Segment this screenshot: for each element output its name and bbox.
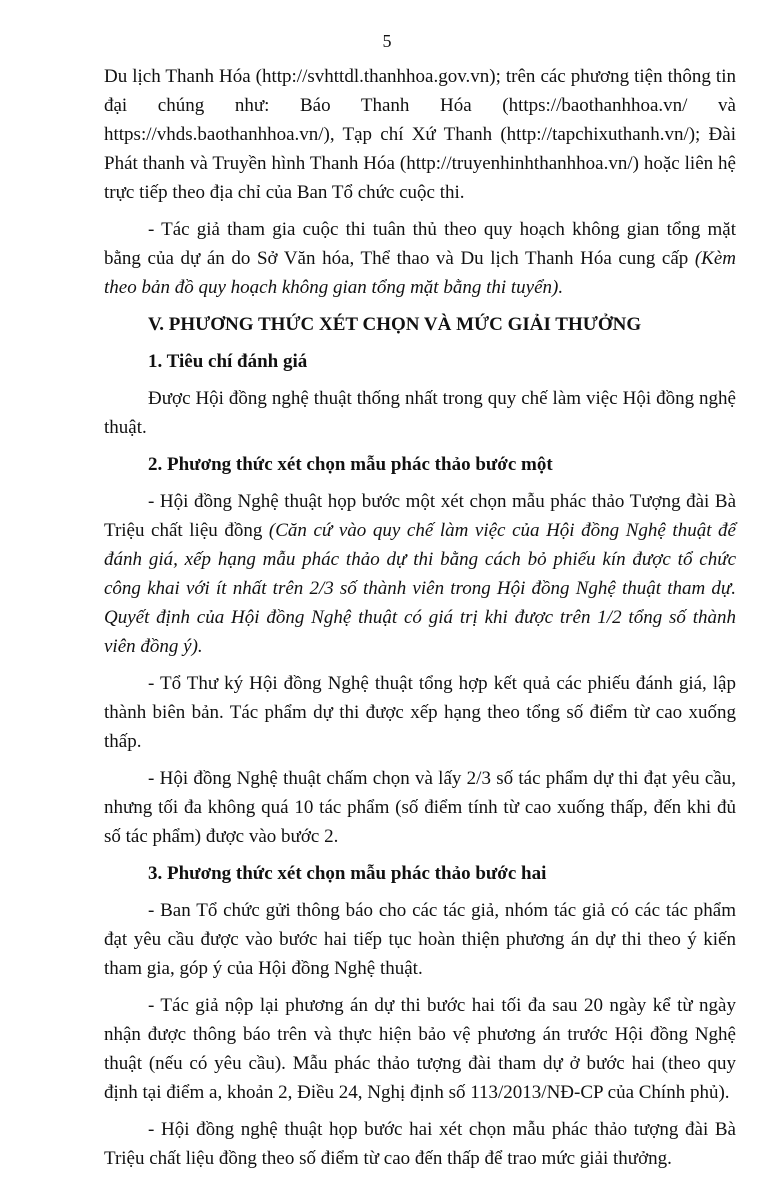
step-one-p1-italic: (Căn cứ vào quy chế làm việc của Hội đồng Nghệ thuật để đánh giá, xếp hạng mẫu phác thảo dự thi bằng cách bỏ phiếu kín được tổ chức công khai với ít nhất trên 2/3 số thành viên trong Hội đồng Nghệ thuật tham dự. Quyết định của Hội đồng Nghệ thuật có giá trị khi được trên 1/2 tổng số thành viên đồng ý). (104, 520, 736, 657)
section-v-heading: V. PHƯƠNG THỨC XÉT CHỌN VÀ MỨC GIẢI THƯỞNG (148, 314, 642, 335)
step-two-paragraph-3: - Hội đồng nghệ thuật họp bước hai xét chọn mẫu phác thảo tượng đài Bà Triệu chất liệu đồng theo số điểm từ cao đến thấp để trao mức giải thưởng. (104, 1119, 736, 1169)
step-two-paragraph-1: - Ban Tổ chức gửi thông báo cho các tác giả, nhóm tác giả có các tác phẩm đạt yêu cầu được vào bước hai tiếp tục hoàn thiện phương án dự thi theo ý kiến tham gia, góp ý của Hội đồng Nghệ thuật. (104, 900, 736, 979)
document-body (104, 62, 736, 1181)
step-two-paragraph-2: - Tác giả nộp lại phương án dự thi bước hai tối đa sau 20 ngày kể từ ngày nhận được thông báo trên và thực hiện bảo vệ phương án trước Hội đồng Nghệ thuật (nếu có yêu cầu). Mẫu phác thảo tượng đài tham dự ở bước hai (theo quy định tại điểm a, khoản 2, Điều 24, Nghị định số 113/2013/NĐ-CP của Chính phủ). (104, 995, 736, 1103)
step-one-heading: 2. Phương thức xét chọn mẫu phác thảo bước một (148, 454, 553, 475)
step-one-paragraph-3: - Hội đồng Nghệ thuật chấm chọn và lấy 2/3 số tác phẩm dự thi đạt yêu cầu, nhưng tối đa không quá 10 tác phẩm (số điểm tính từ cao xuống thấp, đến khi đủ số tác phẩm) được vào bước 2. (104, 768, 736, 847)
step-one-p1-text: - Hội đồng Nghệ thuật họp bước một xét chọn mẫu phác thảo Tượng đài Bà Triệu chất liệu đồng (104, 491, 736, 541)
criteria-paragraph: Được Hội đồng nghệ thuật thống nhất trong quy chế làm việc Hội đồng nghệ thuật. (104, 388, 736, 438)
page-number: 5 (382, 31, 392, 51)
step-two-heading: 3. Phương thức xét chọn mẫu phác thảo bước hai (148, 863, 547, 884)
criteria-heading: 1. Tiêu chí đánh giá (148, 351, 308, 372)
step-one-paragraph-2: - Tổ Thư ký Hội đồng Nghệ thuật tổng hợp kết quả các phiếu đánh giá, lập thành biên bản. Tác phẩm dự thi được xếp hạng theo tổng số điểm từ cao xuống thấp. (104, 673, 736, 752)
intro-paragraph: Du lịch Thanh Hóa (http://svhttdl.thanhhoa.gov.vn); trên các phương tiện thông tin đại chúng như: Báo Thanh Hóa (https://baothanhhoa.vn/ và https://vhds.baothanhhoa.vn/), Tạp chí Xứ Thanh (http://tapchixuthanh.vn/); Đài Phát thanh và Truyền hình Thanh Hóa (http://truyenhinhthanhhoa.vn/) hoặc liên hệ trực tiếp theo địa chỉ của Ban Tổ chức cuộc thi. (104, 66, 736, 203)
step-one-paragraph-1 (104, 487, 736, 661)
planning-text: - Tác giả tham gia cuộc thi tuân thủ theo quy hoạch không gian tổng mặt bằng của dự án do Sở Văn hóa, Thể thao và Du lịch Thanh Hóa cung cấp (104, 219, 736, 269)
planning-italic-note: (Kèm theo bản đồ quy hoạch không gian tổng mặt bằng thi tuyển). (104, 248, 736, 298)
planning-paragraph (104, 215, 736, 302)
